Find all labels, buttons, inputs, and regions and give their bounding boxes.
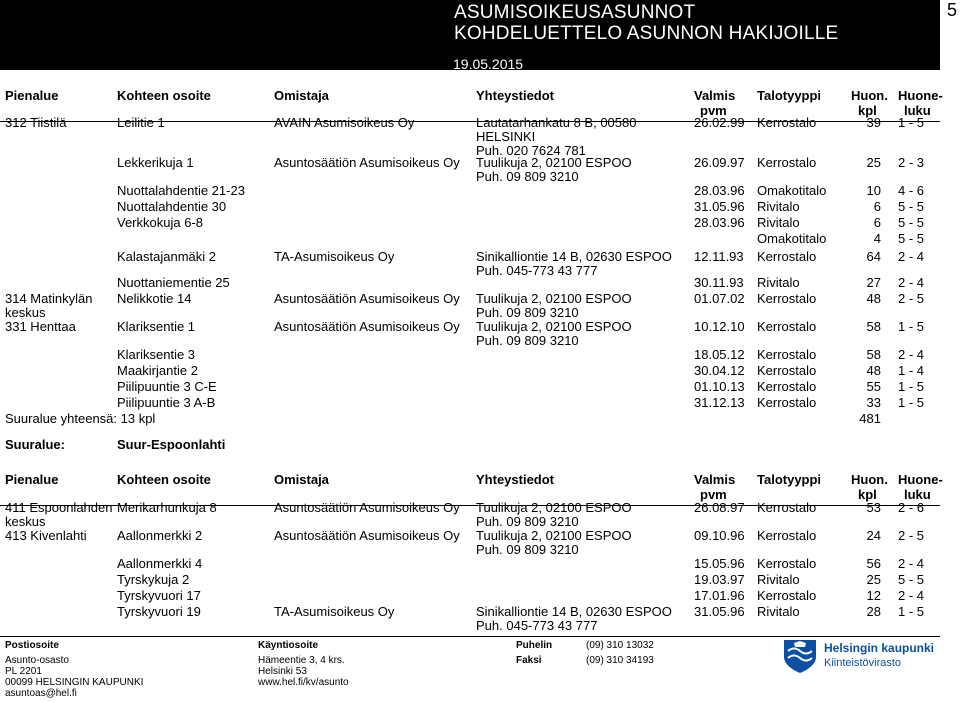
row-address: Nelikkotie 14 bbox=[117, 291, 192, 306]
row-date: 01.07.02 bbox=[694, 291, 745, 306]
row-count: 53 bbox=[866, 500, 881, 515]
footer-postal-line: PL 2201 bbox=[5, 666, 42, 677]
row-rooms: 1 - 5 bbox=[898, 319, 925, 334]
row-date: 31.05.96 bbox=[694, 604, 745, 619]
row-owner: Asuntosäätiön Asumisoikeus Oy bbox=[274, 291, 460, 306]
row-owner: TA-Asumisoikeus Oy bbox=[274, 249, 395, 264]
row-rooms: 2 - 3 bbox=[898, 155, 925, 170]
row-rooms: 2 - 4 bbox=[898, 347, 925, 362]
row-owner: Asuntosäätiön Asumisoikeus Oy bbox=[274, 500, 460, 515]
s1-col-pienalue: Pienalue bbox=[5, 88, 59, 103]
row-area: 413 Kivenlahti bbox=[5, 528, 87, 543]
row-type: Kerrostalo bbox=[757, 500, 817, 515]
row-address: Nuottalahdentie 21-23 bbox=[117, 183, 245, 198]
row-count: 28 bbox=[866, 604, 881, 619]
footer-fax: (09) 310 34193 bbox=[586, 655, 654, 666]
s1-col-yhteystiedot: Yhteystiedot bbox=[476, 88, 555, 103]
row-date: 01.10.13 bbox=[694, 379, 745, 394]
row-contact: Tuulikuja 2, 02100 ESPOO bbox=[476, 291, 632, 306]
s1-col-valmis: Valmis bbox=[694, 88, 736, 103]
s1-col-pvm: pvm bbox=[700, 103, 727, 118]
s2-col-huon: Huon. bbox=[851, 472, 888, 487]
row-address: Merikarhunkuja 8 bbox=[117, 500, 217, 515]
row-count: 6 bbox=[873, 215, 881, 230]
row-type: Kerrostalo bbox=[757, 528, 817, 543]
row-address: Piilipuuntie 3 A-B bbox=[117, 395, 216, 410]
footer-postal-line: 00099 HELSINGIN KAUPUNKI bbox=[5, 677, 144, 688]
row-date: 09.10.96 bbox=[694, 528, 745, 543]
row-count: 39 bbox=[866, 115, 881, 130]
s2-col-omistaja: Omistaja bbox=[274, 472, 329, 487]
row-type: Omakotitalo bbox=[757, 183, 827, 198]
row-count: 10 bbox=[866, 183, 881, 198]
row-contact: Sinikalliontie 14 B, 02630 ESPOO bbox=[476, 249, 672, 264]
s2-col-kpl: kpl bbox=[858, 487, 877, 502]
footer-phone: (09) 310 13032 bbox=[586, 640, 654, 651]
row-count: 25 bbox=[866, 572, 881, 587]
logo-line-1: Helsingin kaupunki bbox=[824, 641, 935, 655]
row-date: 26.08.97 bbox=[694, 500, 745, 515]
row-type: Rivitalo bbox=[757, 604, 800, 619]
row-date: 30.11.93 bbox=[694, 275, 744, 290]
s2-col-pvm: pvm bbox=[700, 487, 727, 502]
row-rooms: 1 - 5 bbox=[898, 395, 925, 410]
row-address: Kalastajanmäki 2 bbox=[117, 249, 216, 264]
row-contact-line2: Puh. 045-773 43 777 bbox=[476, 263, 598, 278]
row-contact: Tuulikuja 2, 02100 ESPOO bbox=[476, 319, 632, 334]
row-date: 28.03.96 bbox=[694, 183, 745, 198]
footer-visit-line: Hämeentie 3, 4 krs. bbox=[258, 655, 345, 666]
footer-visit-title: Käyntiosoite bbox=[258, 640, 319, 651]
row-address: Klariksentie 1 bbox=[117, 319, 196, 334]
row-address: Klariksentie 3 bbox=[117, 347, 196, 362]
row-rooms: 5 - 5 bbox=[898, 199, 925, 214]
row-count: 48 bbox=[866, 363, 881, 378]
row-owner: Asuntosäätiön Asumisoikeus Oy bbox=[274, 319, 460, 334]
total-label: Suuralue yhteensä: 13 kpl bbox=[5, 411, 156, 426]
row-count: 4 bbox=[873, 231, 881, 246]
footer-postal-title: Postiosoite bbox=[5, 640, 59, 651]
row-rooms: 5 - 5 bbox=[898, 231, 925, 246]
row-contact-line2: Puh. 09 809 3210 bbox=[476, 514, 579, 529]
row-type: Kerrostalo bbox=[757, 556, 817, 571]
row-count: 33 bbox=[866, 395, 881, 410]
s1-col-talotyyppi: Talotyyppi bbox=[757, 88, 822, 103]
row-address: Maakirjantie 2 bbox=[117, 363, 198, 378]
row-area-line2: keskus bbox=[5, 305, 46, 320]
helsinki-crest-icon bbox=[780, 637, 820, 675]
row-rooms: 1 - 5 bbox=[898, 379, 925, 394]
row-count: 58 bbox=[866, 347, 881, 362]
row-date: 18.05.12 bbox=[694, 347, 745, 362]
row-type: Kerrostalo bbox=[757, 291, 817, 306]
s2-col-yhteystiedot: Yhteystiedot bbox=[476, 472, 555, 487]
row-type: Kerrostalo bbox=[757, 249, 817, 264]
row-count: 25 bbox=[866, 155, 881, 170]
row-area: 312 Tiistilä bbox=[5, 115, 67, 130]
row-count: 6 bbox=[873, 199, 881, 214]
row-count: 24 bbox=[866, 528, 881, 543]
title-line-2: KOHDELUETTELO ASUNNON HAKIJOILLE bbox=[454, 23, 839, 44]
row-date: 26.09.97 bbox=[694, 155, 745, 170]
row-count: 55 bbox=[866, 379, 881, 394]
row-contact-line2: Puh. 09 809 3210 bbox=[476, 333, 579, 348]
row-type: Rivitalo bbox=[757, 199, 800, 214]
row-type: Rivitalo bbox=[757, 572, 800, 587]
logo-line-2: Kiinteistövirasto bbox=[824, 657, 902, 669]
row-type: Kerrostalo bbox=[757, 588, 817, 603]
row-date: 30.04.12 bbox=[694, 363, 745, 378]
s1-col-kpl: kpl bbox=[858, 103, 877, 118]
suuralue-label: Suuralue: bbox=[5, 437, 65, 452]
row-rooms: 2 - 6 bbox=[898, 500, 925, 515]
row-contact: Lautatarhankatu 8 B, 00580 bbox=[476, 115, 637, 130]
row-rooms: 1 - 4 bbox=[898, 363, 925, 378]
row-address: Nuottaniementie 25 bbox=[117, 275, 230, 290]
s2-col-pienalue: Pienalue bbox=[5, 472, 59, 487]
s2-col-huone: Huone- bbox=[898, 472, 943, 487]
row-area-line2: keskus bbox=[5, 514, 46, 529]
s2-col-kohteen-osoite: Kohteen osoite bbox=[117, 472, 211, 487]
row-contact-line2: HELSINKI bbox=[476, 129, 536, 144]
row-address: Lekkerikuja 1 bbox=[117, 155, 194, 170]
row-address: Aallonmerkki 4 bbox=[117, 556, 203, 571]
s1-col-kohteen-osoite: Kohteen osoite bbox=[117, 88, 211, 103]
row-count: 48 bbox=[866, 291, 881, 306]
row-address: Tyrskyvuori 19 bbox=[117, 604, 201, 619]
row-rooms: 2 - 4 bbox=[898, 249, 925, 264]
row-rooms: 2 - 4 bbox=[898, 556, 925, 571]
row-contact-line2: Puh. 09 809 3210 bbox=[476, 542, 579, 557]
row-type: Rivitalo bbox=[757, 215, 800, 230]
row-count: 27 bbox=[866, 275, 881, 290]
row-contact: Tuulikuja 2, 02100 ESPOO bbox=[476, 528, 632, 543]
row-type: Kerrostalo bbox=[757, 395, 817, 410]
row-count: 12 bbox=[866, 588, 881, 603]
s1-col-huon: Huon. bbox=[851, 88, 888, 103]
row-date: 19.03.97 bbox=[694, 572, 745, 587]
row-type: Kerrostalo bbox=[757, 319, 817, 334]
row-rooms: 5 - 5 bbox=[898, 215, 925, 230]
row-address: Aallonmerkki 2 bbox=[117, 528, 203, 543]
helsinki-logo bbox=[780, 637, 820, 678]
row-date: 26.02.99 bbox=[694, 115, 745, 130]
s2-col-talotyyppi: Talotyyppi bbox=[757, 472, 822, 487]
row-contact: Tuulikuja 2, 02100 ESPOO bbox=[476, 500, 632, 515]
footer-postal-line: asuntoas@hel.fi bbox=[5, 688, 77, 699]
row-count: 56 bbox=[866, 556, 881, 571]
row-address: Tyrskykuja 2 bbox=[117, 572, 190, 587]
row-address: Tyrskyvuori 17 bbox=[117, 588, 201, 603]
row-count: 58 bbox=[866, 319, 881, 334]
row-area: 411 Espoonlahden bbox=[5, 500, 113, 515]
row-contact-line2: Puh. 045-773 43 777 bbox=[476, 618, 598, 633]
row-type: Kerrostalo bbox=[757, 347, 817, 362]
footer-phone-label: Puhelin bbox=[516, 640, 553, 651]
row-area: 314 Matinkylän bbox=[5, 291, 93, 306]
row-contact-line2: Puh. 09 809 3210 bbox=[476, 169, 579, 184]
s2-col-luku: luku bbox=[904, 487, 931, 502]
row-rooms: 2 - 5 bbox=[898, 291, 925, 306]
row-type: Omakotitalo bbox=[757, 231, 827, 246]
row-type: Kerrostalo bbox=[757, 115, 817, 130]
row-contact: Tuulikuja 2, 02100 ESPOO bbox=[476, 155, 632, 170]
s1-col-luku: luku bbox=[904, 103, 931, 118]
row-rooms: 2 - 4 bbox=[898, 588, 925, 603]
row-address: Verkkokuja 6-8 bbox=[117, 215, 203, 230]
total-count: 481 bbox=[859, 411, 881, 426]
row-rooms: 1 - 5 bbox=[898, 604, 925, 619]
row-rooms: 5 - 5 bbox=[898, 572, 925, 587]
report-date: 19.05.2015 bbox=[453, 56, 524, 72]
suuralue-value: Suur-Espoonlahti bbox=[117, 437, 226, 452]
row-rooms: 4 - 6 bbox=[898, 183, 925, 198]
row-address: Piilipuuntie 3 C-E bbox=[117, 379, 217, 394]
row-rooms: 1 - 5 bbox=[898, 115, 925, 130]
row-address: Nuottalahdentie 30 bbox=[117, 199, 227, 214]
row-owner: TA-Asumisoikeus Oy bbox=[274, 604, 395, 619]
title-line-1: ASUMISOIKEUSASUNNOT bbox=[454, 2, 696, 23]
footer-fax-label: Faksi bbox=[516, 655, 542, 666]
row-rooms: 2 - 5 bbox=[898, 528, 925, 543]
row-owner: Asuntosäätiön Asumisoikeus Oy bbox=[274, 528, 460, 543]
row-date: 15.05.96 bbox=[694, 556, 745, 571]
row-date: 31.05.96 bbox=[694, 199, 745, 214]
row-date: 28.03.96 bbox=[694, 215, 745, 230]
page-number: 5 bbox=[947, 0, 958, 20]
footer-visit-line: www.hel.fi/kv/asunto bbox=[258, 677, 349, 688]
row-count: 64 bbox=[866, 249, 881, 264]
row-date: 10.12.10 bbox=[694, 319, 745, 334]
row-date: 12.11.93 bbox=[694, 249, 744, 264]
row-area: 331 Henttaa bbox=[5, 319, 76, 334]
row-type: Rivitalo bbox=[757, 275, 800, 290]
row-type: Kerrostalo bbox=[757, 379, 817, 394]
s1-col-omistaja: Omistaja bbox=[274, 88, 329, 103]
row-owner: Asuntosäätiön Asumisoikeus Oy bbox=[274, 155, 460, 170]
row-contact-line2: Puh. 09 809 3210 bbox=[476, 305, 579, 320]
s2-col-valmis: Valmis bbox=[694, 472, 736, 487]
row-type: Kerrostalo bbox=[757, 155, 817, 170]
footer-postal-line: Asunto-osasto bbox=[5, 655, 69, 666]
row-address: Leilitie 1 bbox=[117, 115, 165, 130]
row-contact: Sinikalliontie 14 B, 02630 ESPOO bbox=[476, 604, 672, 619]
header-bar bbox=[0, 0, 940, 70]
row-contact-line3: Puh. 020 7624 781 bbox=[476, 143, 586, 158]
footer-visit-line: Helsinki 53 bbox=[258, 666, 307, 677]
row-owner: AVAIN Asumisoikeus Oy bbox=[274, 115, 415, 130]
row-rooms: 2 - 4 bbox=[898, 275, 925, 290]
s1-col-huone: Huone- bbox=[898, 88, 943, 103]
row-type: Kerrostalo bbox=[757, 363, 817, 378]
row-date: 17.01.96 bbox=[694, 588, 745, 603]
row-date: 31.12.13 bbox=[694, 395, 745, 410]
